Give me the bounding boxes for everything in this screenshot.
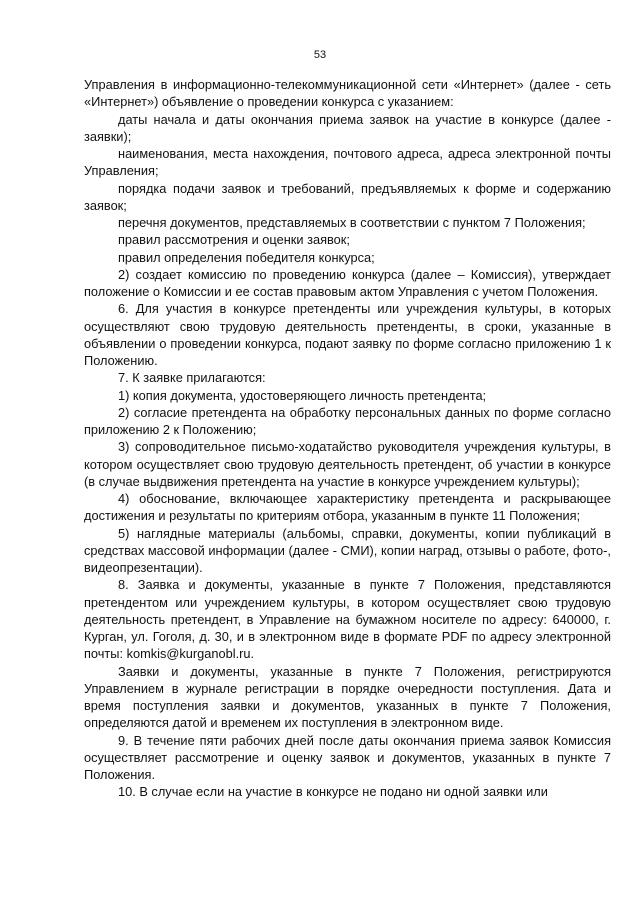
paragraph: правил определения победителя конкурса;: [118, 249, 375, 265]
paragraph: 3) сопроводительное письмо-ходатайство руководителя учреждения культуры, в котором осуществляет свою трудовую деятельность претендент, об участии в конкурсе (в случае выдвижения претендента на участие в конкурсе учреждением культуры);: [84, 439, 611, 489]
paragraph: 2) создает комиссию по проведению конкурса (далее – Комиссия), утверждает положение о Комиссии и ее состав правовым актом Управления с учетом Положения.: [84, 266, 611, 299]
paragraph: 4) обоснование, включающее характеристику претендента и раскрывающее достижения и результаты по критериям отбора, указанным в пункте 11 Положения;: [84, 491, 611, 524]
paragraph: порядка подачи заявок и требований, предъявляемых к форме и содержанию заявок;: [84, 180, 611, 213]
paragraph: даты начала и даты окончания приема заявок на участие в конкурсе (далее - заявки);: [84, 111, 611, 144]
paragraph: наименования, места нахождения, почтового адреса, адреса электронной почты Управления;: [84, 146, 611, 179]
paragraph: 5) наглядные материалы (альбомы, справки, документы, копии публикаций в средствах массовой информации (далее - СМИ), копии наград, отзывы о работе, фото-, видеопрезентации).: [84, 525, 611, 575]
paragraph: 2) согласие претендента на обработку персональных данных по форме согласно приложению 2 к Положению;: [84, 404, 611, 437]
paragraph: перечня документов, представляемых в соответствии с пунктом 7 Положения;: [118, 215, 586, 230]
paragraph: Управления в информационно-телекоммуникационной сети «Интернет» (далее - сеть «Интернет») объявление о проведении конкурса с указанием:: [84, 77, 611, 110]
body-text: [84, 76, 611, 801]
paragraph: правил рассмотрения и оценки заявок;: [118, 232, 350, 248]
page-number: 53: [313, 49, 327, 61]
paragraph: 1) копия документа, удостоверяющего личность претендента;: [118, 387, 487, 403]
paragraph: 6. Для участия в конкурсе претенденты или учреждения культуры, в которых осуществляют свою трудовую деятельность претенденты, в сроки, указанные в объявлении о проведении конкурса, подают заявку по форме согласно приложению 1 к Положению.: [84, 301, 611, 368]
paragraph: 9. В течение пяти рабочих дней после даты окончания приема заявок Комиссия осуществляет рассмотрение и оценку заявок и документов, указанных в пункте 7 Положения.: [84, 732, 611, 782]
paragraph: 10. В случае если на участие в конкурсе не подано ни одной заявки или: [118, 784, 548, 800]
paragraph: 8. Заявка и документы, указанные в пункте 7 Положения, представляются претендентом или учреждением культуры, в котором осуществляет свою трудовую деятельность претендент, в Управление на бумажном носителе по адресу: 640000, г. Курган, ул. Гоголя, д. 30, и в электронном виде в формате PDF по адресу электронной почты: komkis@kurganobl.ru.: [84, 577, 611, 662]
paragraph: 7. К заявке прилагаются:: [118, 370, 266, 386]
paragraph: Заявки и документы, указанные в пункте 7 Положения, регистрируются Управлением в журнале регистрации в порядке очередности поступления. Дата и время поступления заявки и документов, указанных в пункте 7 Положения, определяются датой и временем их поступления в электронном виде.: [84, 663, 611, 731]
